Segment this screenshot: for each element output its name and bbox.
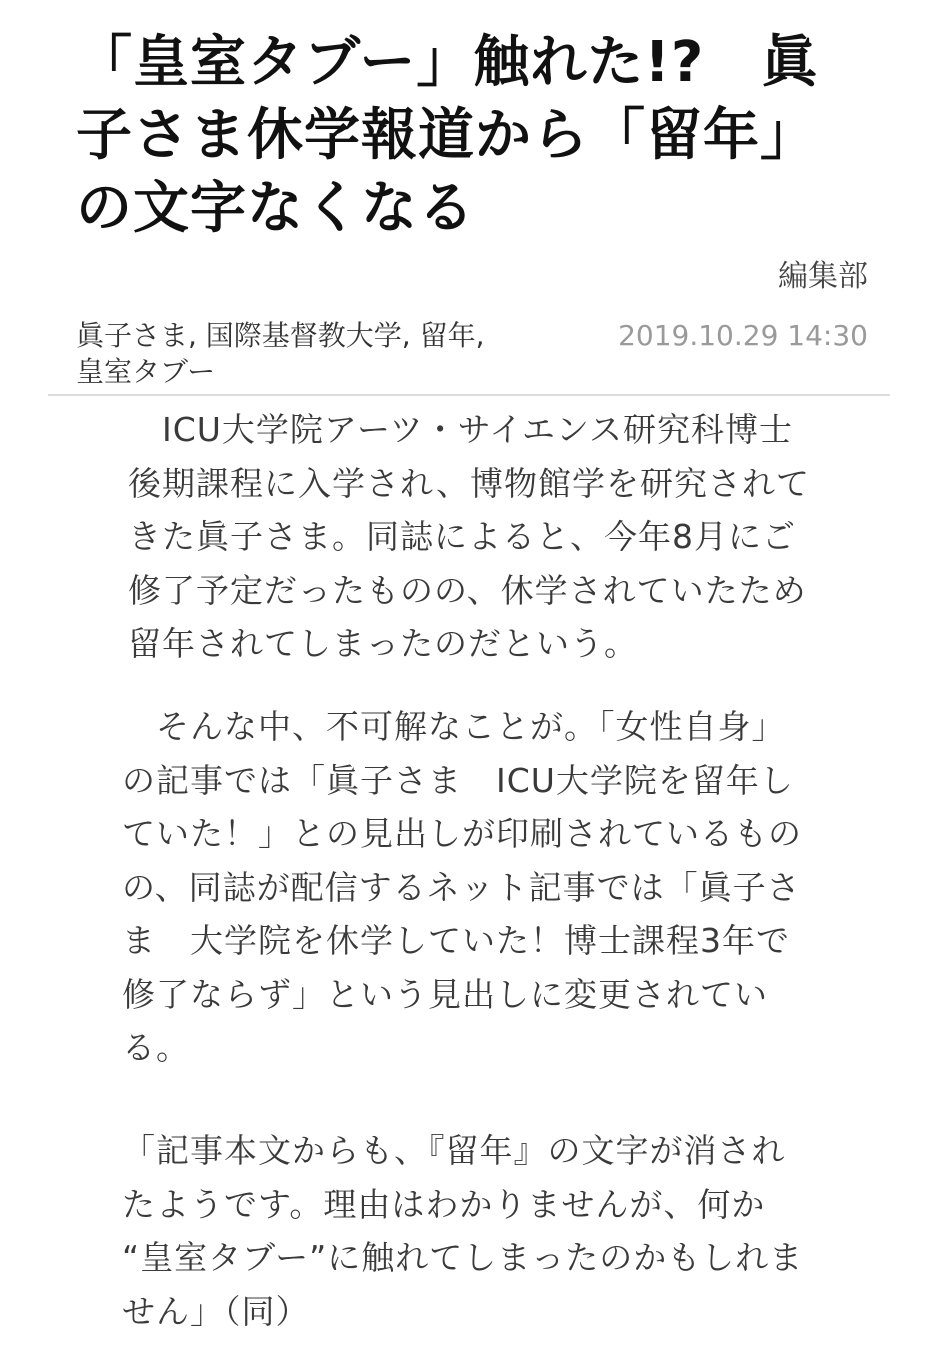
paragraph-line: たようです。理由はわかりませんが、何か (122, 1184, 766, 1224)
article-paragraph (128, 403, 828, 671)
article-paragraph (122, 1124, 842, 1338)
paragraph-line: きた眞子さま。同誌によると、今年8月にご (128, 517, 796, 556)
paragraph-line: 後期課程に入学され、博物館学を研究されて (128, 463, 810, 503)
paragraph-line: の、同誌が配信するネット記事では「眞子さ (122, 867, 801, 907)
title-line: の文字なくなる (76, 176, 475, 241)
paragraph-line: そんな中、不可解なことが。「女性自身」 (122, 707, 786, 746)
paragraph-line: せん」（同） (122, 1291, 310, 1331)
title-line: 「皇室タブー」触れた!? 眞 (76, 30, 819, 95)
paragraph-line: る。 (122, 1028, 190, 1067)
paragraph-line: の記事では「眞子さま ICU大学院を留年し (122, 760, 794, 800)
publish-date: 2019.10.29 14:30 (618, 319, 868, 352)
author-name[interactable]: 編集部 (778, 259, 868, 294)
paragraph-line: “皇室タブー”に触れてしまったのかもしれま (122, 1238, 804, 1277)
paragraph-line: ま 大学院を休学していた！博士課程3年で (122, 921, 790, 960)
paragraph-line: 留年されてしまったのだという。 (128, 624, 638, 663)
divider (48, 394, 890, 396)
tag-line[interactable]: 眞子さま, 国際基督教大学, 留年, (76, 319, 485, 352)
article-paragraph (122, 700, 842, 1075)
title-line: 子さま休学報道から「留年」 (76, 103, 817, 168)
paragraph-line: ていた！」との見出しが印刷されているもの (122, 814, 802, 853)
tag-list (76, 318, 576, 390)
tag-line[interactable]: 皇室タブー (76, 355, 216, 388)
paragraph-line: 修了予定だったものの、休学されていたため (128, 570, 807, 610)
paragraph-line: 「記事本文からも、『留年』の文字が消され (122, 1131, 786, 1170)
paragraph-line: ICU大学院アーツ・サイエンス研究科博士 (128, 410, 793, 449)
paragraph-line: 修了ならず」という見出しに変更されてい (122, 974, 768, 1014)
article-title (76, 26, 866, 245)
